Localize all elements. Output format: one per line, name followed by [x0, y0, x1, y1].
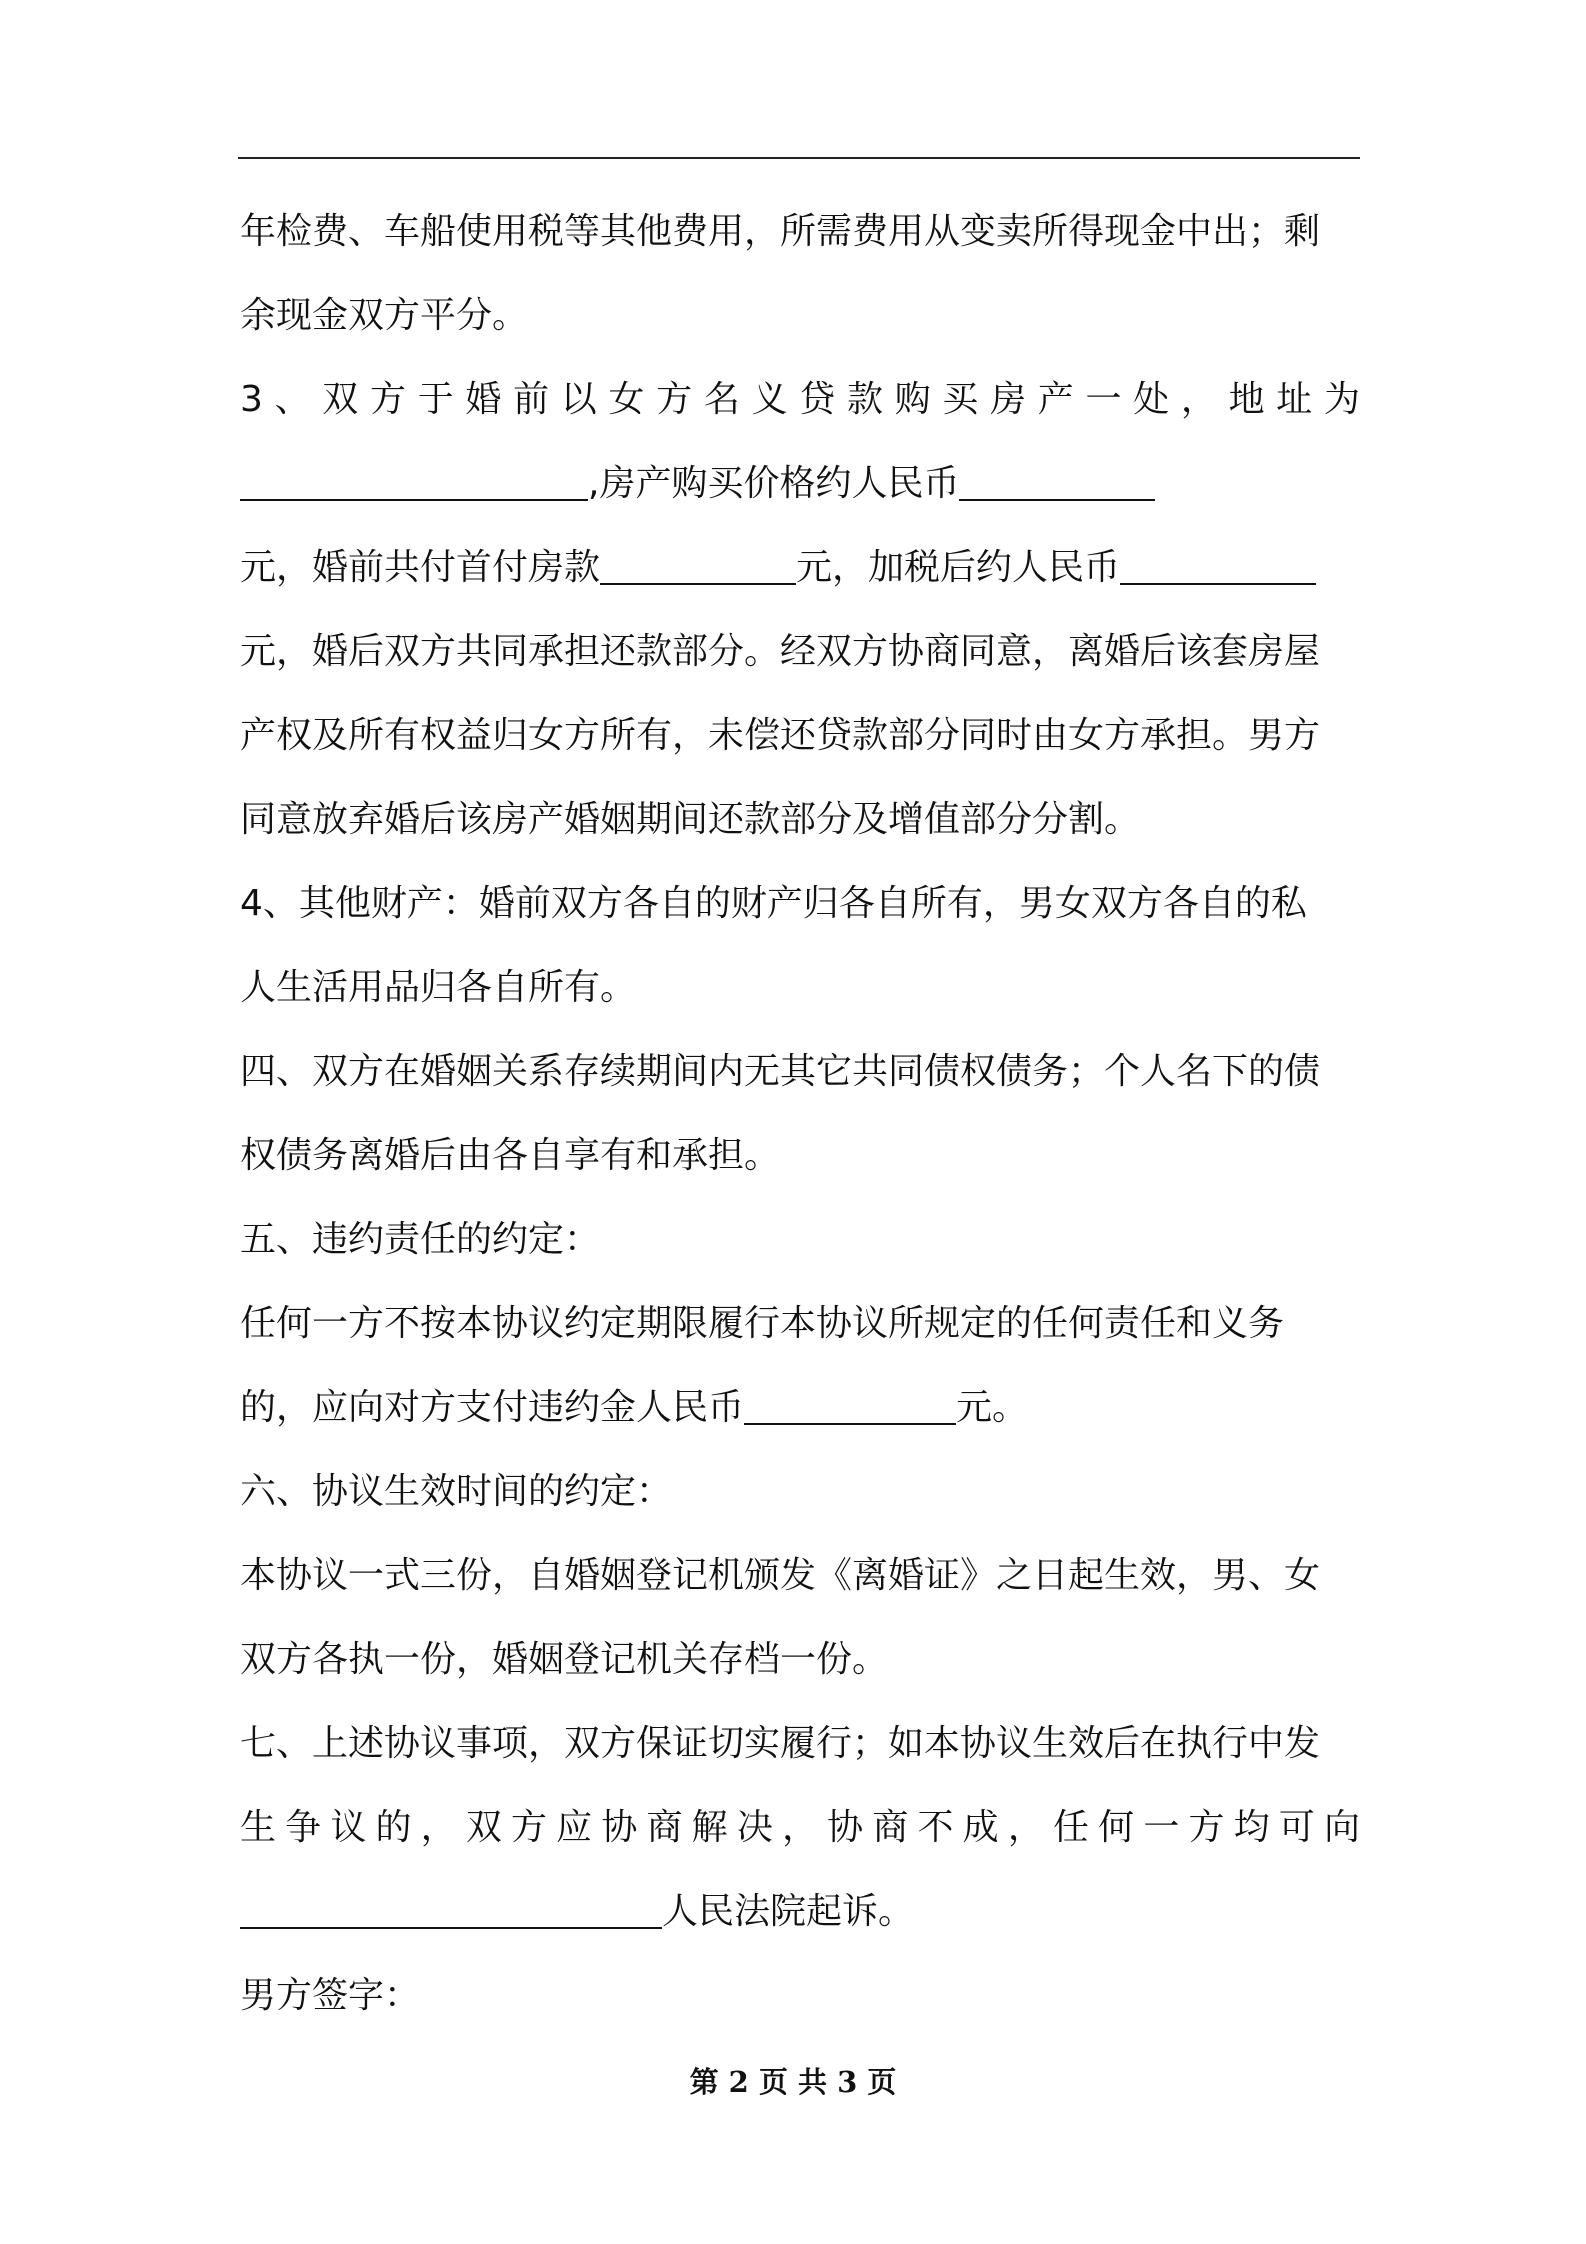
text-line: 元，婚后双方共同承担还款部分。经双方协商同意，离婚后该套房屋: [240, 631, 1321, 672]
price-blank: [959, 459, 1155, 501]
text-line-with-blanks: [240, 536, 1360, 620]
text-segment: 人民法院起诉。: [662, 1891, 915, 1932]
section-heading: 五、违约责任的约定：: [240, 1219, 601, 1260]
text-line: 产权及所有权益归女方所有，未偿还贷款部分同时由女方承担。男方: [240, 715, 1321, 756]
text-line: 4、其他财产：婚前双方各自的财产归各自所有，男女双方各自的私: [240, 883, 1307, 924]
section-heading: 六、协议生效时间的约定：: [240, 1471, 673, 1512]
text-line: 七、上述协议事项，双方保证切实履行；如本协议生效后在执行中发: [240, 1723, 1321, 1764]
text-line: 双方各执一份，婚姻登记机关存档一份。: [240, 1639, 889, 1680]
header-rule: [238, 157, 1360, 159]
text-line: 生争议的，双方应协商解决，协商不成，任何一方均可向: [240, 1807, 1360, 1848]
text-line: 余现金双方平分。: [240, 295, 529, 336]
address-blank: [240, 459, 588, 501]
text-line: 人生活用品归各自所有。: [240, 967, 637, 1008]
penalty-blank: [744, 1383, 956, 1425]
text-line-with-blanks: [240, 1376, 1360, 1460]
text-segment: 元，加税后约人民币: [796, 547, 1121, 588]
text-segment: 元。: [956, 1387, 1029, 1428]
text-segment: ,房产购买价格约人民币: [588, 463, 960, 504]
text-line: 年检费、车船使用税等其他费用，所需费用从变卖所得现金中出；剩: [240, 211, 1321, 252]
signature-label: 男方签字：: [240, 1975, 421, 2016]
text-line: 任何一方不按本协议约定期限履行本协议所规定的任何责任和义务: [240, 1303, 1285, 1344]
text-line: 同意放弃婚后该房产婚姻期间还款部分及增值部分分割。: [240, 799, 1141, 840]
text-line: 四、双方在婚姻关系存续期间内无其它共同债权债务；个人名下的债: [240, 1051, 1321, 1092]
clause-3-line: 3、双方于婚前以女方名义贷款购买房产一处，地址为: [240, 379, 1360, 420]
text-line-with-blanks: [240, 452, 1360, 536]
text-segment: 元，婚前共付首付房款: [240, 547, 601, 588]
document-body: [240, 200, 1360, 2048]
down-payment-blank: [600, 543, 796, 585]
text-line-with-blanks: [240, 1880, 1360, 1964]
court-blank: [240, 1887, 662, 1929]
page-number: 第 2 页 共 3 页: [689, 2065, 897, 2099]
text-line: 权债务离婚后由各自享有和承担。: [240, 1135, 781, 1176]
text-line: 本协议一式三份，自婚姻登记机颁发《离婚证》之日起生效，男、女: [240, 1555, 1321, 1596]
tax-price-blank: [1120, 543, 1316, 585]
text-segment: 的，应向对方支付违约金人民币: [240, 1387, 745, 1428]
